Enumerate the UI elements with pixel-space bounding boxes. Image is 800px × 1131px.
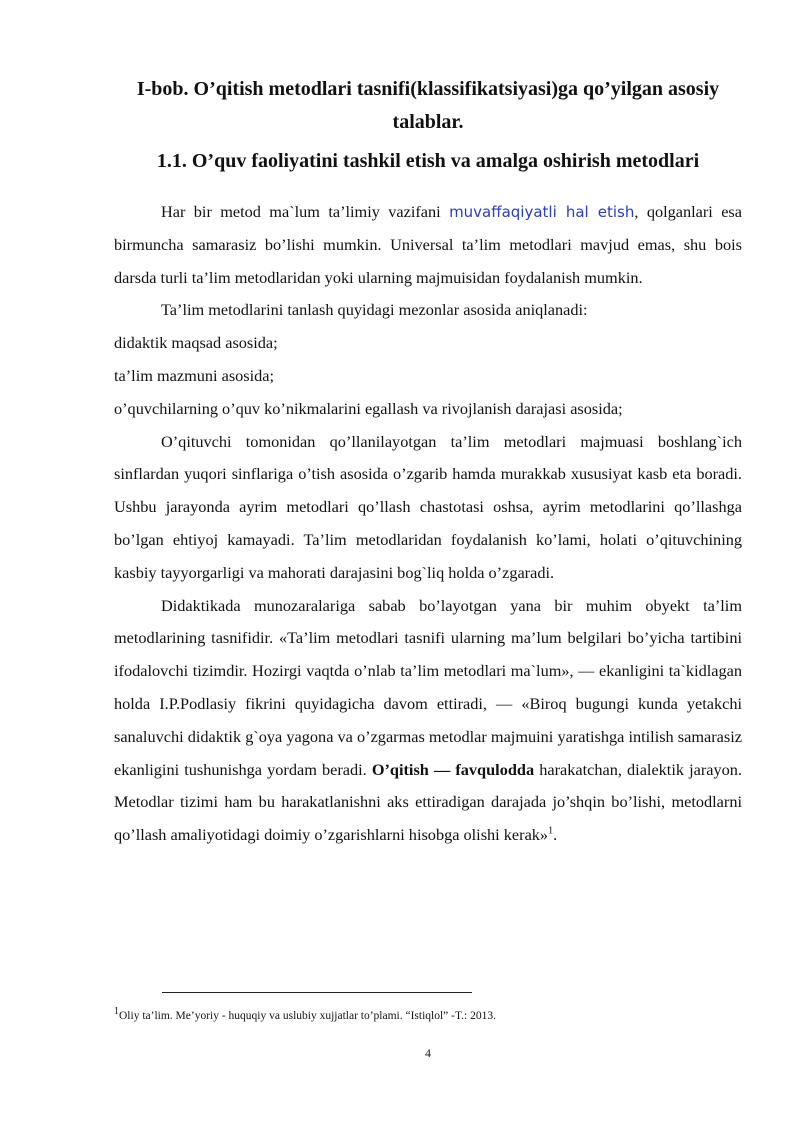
- chapter-heading: I-bob. O’qitish metodlari tasnifi(klassifikatsiyasi)ga qo’yilgan asosiy talablar.: [136, 78, 720, 133]
- paragraph-4: [114, 590, 742, 852]
- body-text: [114, 196, 742, 852]
- hyperlink-muvaffaqiyatli[interactable]: muvaffaqiyatli hal etish: [449, 203, 635, 221]
- list-item-3: o’quvchilarning o’quv ko’nikmalarini egallash va rivojlanish darajasi asosida;: [114, 398, 623, 418]
- paragraph-1-end: , qolganlari esa birmuncha samarasiz bo’lishi mumkin. Universal ta’lim metodlari mavjud emas, shu bois darsda turli ta’lim metodlaridan yoki ularning majmuisidan foydalanish mumkin.: [114, 202, 742, 287]
- page-number: 4: [425, 1046, 431, 1060]
- list-item-1: didaktik maqsad asosida;: [114, 333, 278, 353]
- footnote-reference[interactable]: 1: [548, 825, 554, 837]
- footnote-separator: [162, 992, 472, 993]
- paragraph-3: O’qituvchi tomonidan qo’llanilayotgan ta’lim metodlari majmuasi boshlang`ich sinflardan yuqori sinflariga o’tish asosida o’zgarib hamda murakkab xususiyat kasb eta boradi. Ushbu jarayonda ayrim metodlari qo’llash chastotasi oshsa, ayrim metodlarini qo’llashga bo’lgan ehtiyoj kamayadi. Ta’lim metodlaridan foydalanish ko’lami, holati o’qituvchining kasbiy tayyorgarligi va mahorati darajasini bog`liq holda o’zgaradi.: [114, 431, 742, 582]
- footnote: [114, 1006, 496, 1022]
- paragraph-1-start: Har bir metod ma`lum ta’limiy vazifani: [161, 202, 450, 221]
- footnote-text: Oliy ta’lim. Me’yoriy - huquqiy va uslubiy xujjatlar to’plami. “Istiqlol” -T.: 2013.: [119, 1010, 496, 1022]
- footnote-mark: 1: [114, 1006, 119, 1018]
- paragraph-2: Ta’lim metodlarini tanlash quyidagi mezonlar asosida aniqlanadi:: [161, 300, 588, 320]
- section-heading: 1.1. O’quv faoliyatini tashkil etish va amalga oshirish metodlari: [156, 150, 700, 172]
- paragraph-4-bold: O’qitish — favqulodda: [371, 759, 535, 779]
- paragraph-4-start: Didaktikada munozaralariga sabab bo’layotgan yana bir muhim obyekt ta’lim metodlarining tasnifidir. «Ta’lim metodlari tasnifi ularning ma’lum belgilari bo’yicha tartibini ifodalovchi tizimdir. Hozirgi vaqtda o’nlab ta’lim metodlari ma`lum», — ekanligini ta`kidlagan holda I.P.Podlasiy fikrini quyidagicha davom ettiradi, — «Biroq bugungi kunda yetakchi sanaluvchi didaktik g`oya yagona va o’zgarmas metodlar majmuini yaratishga intilish samarasiz ekanligini tushunishga yordam beradi.: [114, 595, 742, 779]
- list-item-2: ta’lim mazmuni asosida;: [114, 365, 275, 385]
- paragraph-4-period: .: [553, 825, 558, 845]
- paragraph-1: [114, 196, 742, 294]
- paragraph-4-end: harakatchan, dialektik jarayon. Metodlar tizimi ham bu harakatlanishni aks ettiradigan darajada jo’shqin bo’lishi, metodlarni qo’llash amaliyotidagi doimiy o’zgarishlarni hisobga olishi kerak»: [114, 759, 743, 845]
